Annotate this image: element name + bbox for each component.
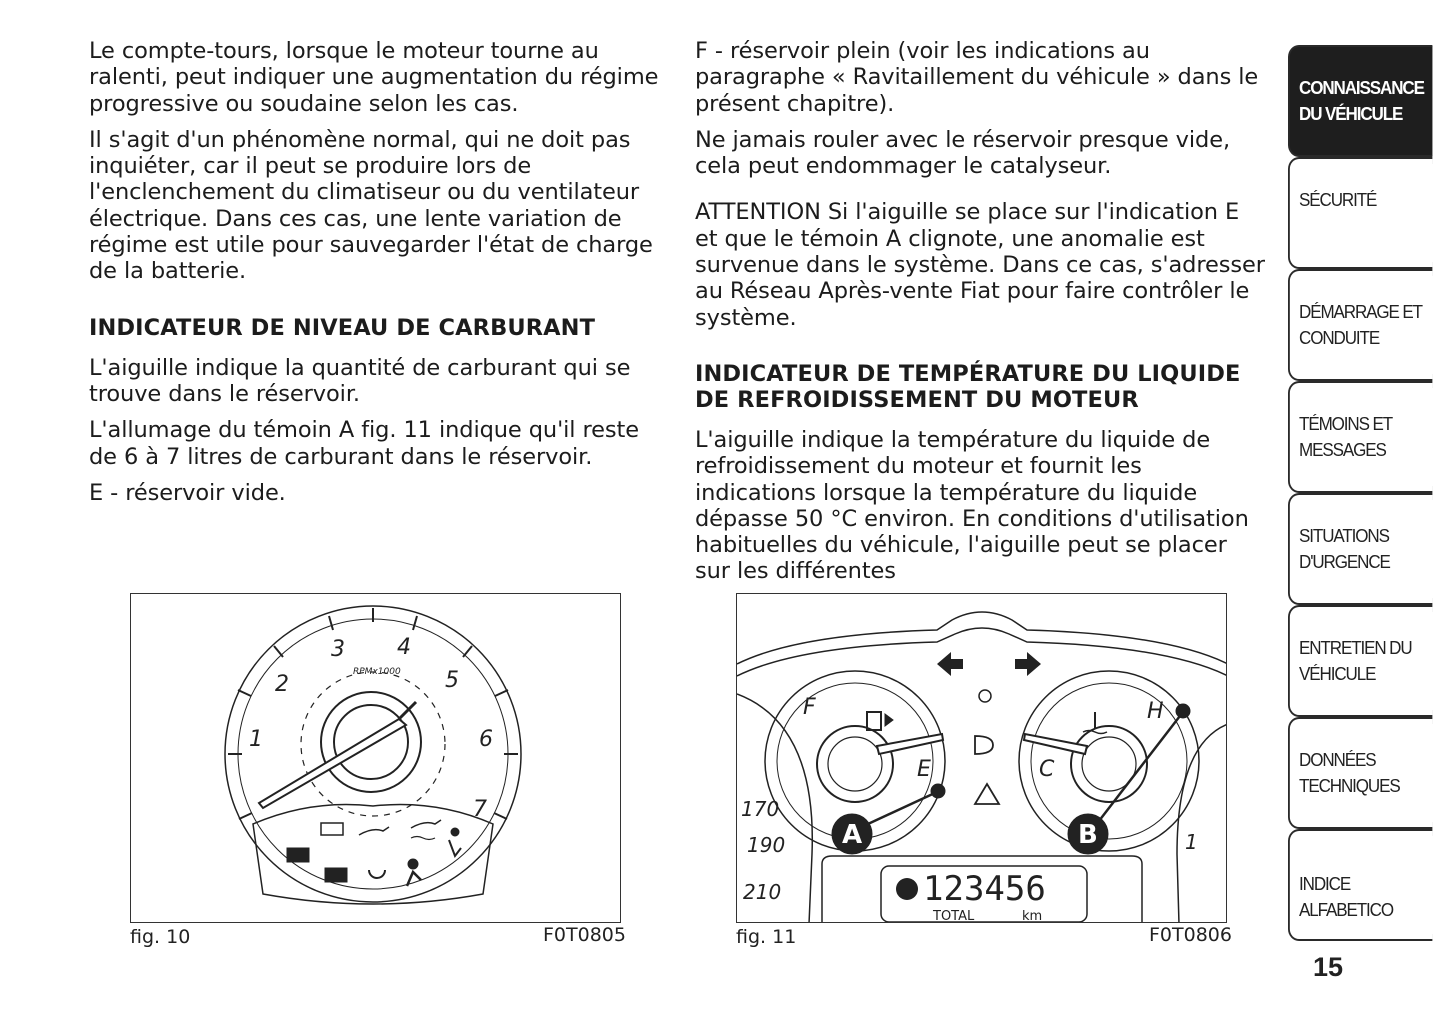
speed-label: 170 bbox=[741, 797, 780, 821]
tab-demarrage-et-conduite[interactable] bbox=[1288, 269, 1432, 381]
parking-lights-icon bbox=[979, 690, 991, 702]
thermometer-icon bbox=[1083, 712, 1107, 734]
tab-situations-durgence[interactable] bbox=[1288, 493, 1432, 605]
tick-label: 7 bbox=[473, 797, 487, 822]
warning-paragraph: ATTENTION Si l'aiguille se place sur l'indication E et que le témoin A clignote, une anomalie est survenue dans le système. Dans ce cas, s'adresser au Réseau Après-vente Fiat pour faire contrôler le système. bbox=[695, 199, 1265, 331]
figure-tachometer bbox=[130, 593, 621, 923]
paragraph: E - réservoir vide. bbox=[89, 479, 286, 506]
temp-warning-lamp-b bbox=[1176, 704, 1190, 718]
tab-label: CONDUITE bbox=[1299, 327, 1380, 348]
chapter-tabs bbox=[1288, 45, 1445, 941]
seatbelt-icon bbox=[449, 828, 461, 856]
odometer-reading: 123456 bbox=[923, 869, 1046, 909]
callout-a-label: A bbox=[842, 820, 863, 850]
fuel-empty-label: E bbox=[917, 757, 931, 782]
callout-b-label: B bbox=[1078, 820, 1098, 850]
paragraph: L'aiguille indique la température du liquide de refroidissement du moteur et fournit les indications lorsque la température du liquide dépasse 50 °C environ. En conditions d'utilisation habituelles du véhicule, l'aiguille peut se placer sur les différentes bbox=[695, 426, 1249, 585]
oil-pressure-icon bbox=[359, 827, 389, 835]
tab-label: SITUATIONS bbox=[1299, 525, 1389, 546]
odometer-unit-label: km bbox=[1022, 909, 1043, 923]
section-heading-fuel: INDICATEUR DE NIVEAU DE CARBURANT bbox=[89, 314, 596, 341]
paragraph: F - réservoir plein (voir les indications au paragraphe « Ravitaillement du véhicule » dans le présent chapitre). bbox=[695, 38, 1259, 117]
paragraph: L'aiguille indique la quantité de carburant qui se trouve dans le réservoir. bbox=[89, 354, 631, 407]
figure-caption: fig. 11 bbox=[736, 926, 797, 948]
tab-label: DONNÉES bbox=[1299, 749, 1376, 770]
tick-label: 4 bbox=[397, 635, 411, 660]
tab-label: INDICE ALFABETICO bbox=[1299, 873, 1393, 920]
rpm-unit-label: RPMx1000 bbox=[353, 667, 401, 677]
tab-label: TÉMOINS ET bbox=[1299, 413, 1393, 434]
tab-label: DU VÉHICULE bbox=[1299, 103, 1403, 124]
tachometer-illustration bbox=[131, 594, 621, 923]
rpm-label: 1 bbox=[1185, 830, 1198, 854]
tab-label: D'URGENCE bbox=[1299, 551, 1390, 572]
figure-caption: fig. 10 bbox=[130, 926, 191, 948]
service-icon bbox=[896, 878, 918, 900]
right-text-column bbox=[695, 38, 1265, 595]
temp-cold-label: C bbox=[1039, 757, 1055, 782]
lock-icon bbox=[325, 868, 347, 882]
tab-temoins-et-messages[interactable] bbox=[1288, 381, 1432, 493]
odometer-total-label: TOTAL bbox=[933, 909, 975, 923]
tab-donnees-techniques[interactable] bbox=[1288, 717, 1432, 829]
paragraph: L'allumage du témoin A fig. 11 indique qu'il reste de 6 à 7 litres de carburant dans le réservoir. bbox=[89, 417, 639, 470]
paragraph: Ne jamais rouler avec le réservoir presque vide, cela peut endommager le catalyseur. bbox=[695, 126, 1231, 180]
tire-pressure-icon bbox=[369, 870, 385, 878]
speed-label: 210 bbox=[743, 880, 782, 904]
paragraph: Il s'agit d'un phénomène normal, qui ne doit pas inquiéter, car il peut se produire lors de l'enclenchement du climatiseur ou du ventilateur électrique. Dans ces cas, une lente variation de régime est utile pour sauvegarder l'état de charge de la batterie. bbox=[89, 126, 653, 285]
battery-icon bbox=[321, 823, 343, 835]
tab-indice-alfabetico[interactable] bbox=[1288, 829, 1432, 941]
tab-label: TECHNIQUES bbox=[1299, 775, 1400, 796]
tab-label: CONNAISSANCE bbox=[1299, 77, 1424, 98]
figure-code: F0T0805 bbox=[543, 924, 626, 946]
tab-label: DÉMARRAGE ET bbox=[1299, 301, 1422, 322]
page-number: 15 bbox=[1313, 952, 1344, 982]
figure-code: F0T0806 bbox=[1149, 924, 1232, 946]
paragraph: Le compte-tours, lorsque le moteur tourne au ralenti, peut indiquer une augmentation du régime progressive ou soudaine selon les cas. bbox=[89, 38, 659, 117]
tab-connaissance-du-vehicule[interactable] bbox=[1288, 45, 1432, 157]
engine-icon bbox=[287, 848, 309, 862]
oil-level-icon bbox=[411, 820, 441, 840]
left-text-column bbox=[89, 38, 664, 516]
fuel-full-label: F bbox=[803, 695, 816, 720]
section-heading-temperature: INDICATEUR DE TEMPÉRATURE DU LIQUIDE DE REFROIDISSEMENT DU MOTEUR bbox=[695, 360, 1241, 413]
tab-label: ENTRETIEN DU bbox=[1299, 637, 1412, 658]
tick-label: 1 bbox=[249, 727, 263, 752]
tick-label: 5 bbox=[445, 668, 459, 693]
airbag-icon bbox=[407, 859, 421, 886]
tab-label: MESSAGES bbox=[1299, 439, 1386, 460]
figure-instrument-cluster bbox=[736, 593, 1227, 923]
fuel-warning-lamp-a bbox=[931, 784, 945, 798]
tick-label: 3 bbox=[331, 637, 345, 662]
tab-label: SÉCURITÉ bbox=[1299, 189, 1377, 210]
tab-securite[interactable] bbox=[1288, 157, 1432, 269]
fuel-pump-icon bbox=[867, 712, 893, 730]
tab-label: VÉHICULE bbox=[1299, 663, 1376, 684]
speed-label: 190 bbox=[747, 833, 786, 857]
turn-signal-icons bbox=[937, 652, 1041, 676]
tab-entretien-du-vehicule[interactable] bbox=[1288, 605, 1432, 717]
hazard-warning-icon bbox=[975, 784, 999, 804]
headlight-icon bbox=[975, 736, 993, 754]
tick-label: 6 bbox=[479, 727, 493, 752]
temp-hot-label: H bbox=[1147, 699, 1164, 724]
tick-label: 2 bbox=[275, 672, 289, 697]
cluster-illustration bbox=[737, 594, 1227, 923]
